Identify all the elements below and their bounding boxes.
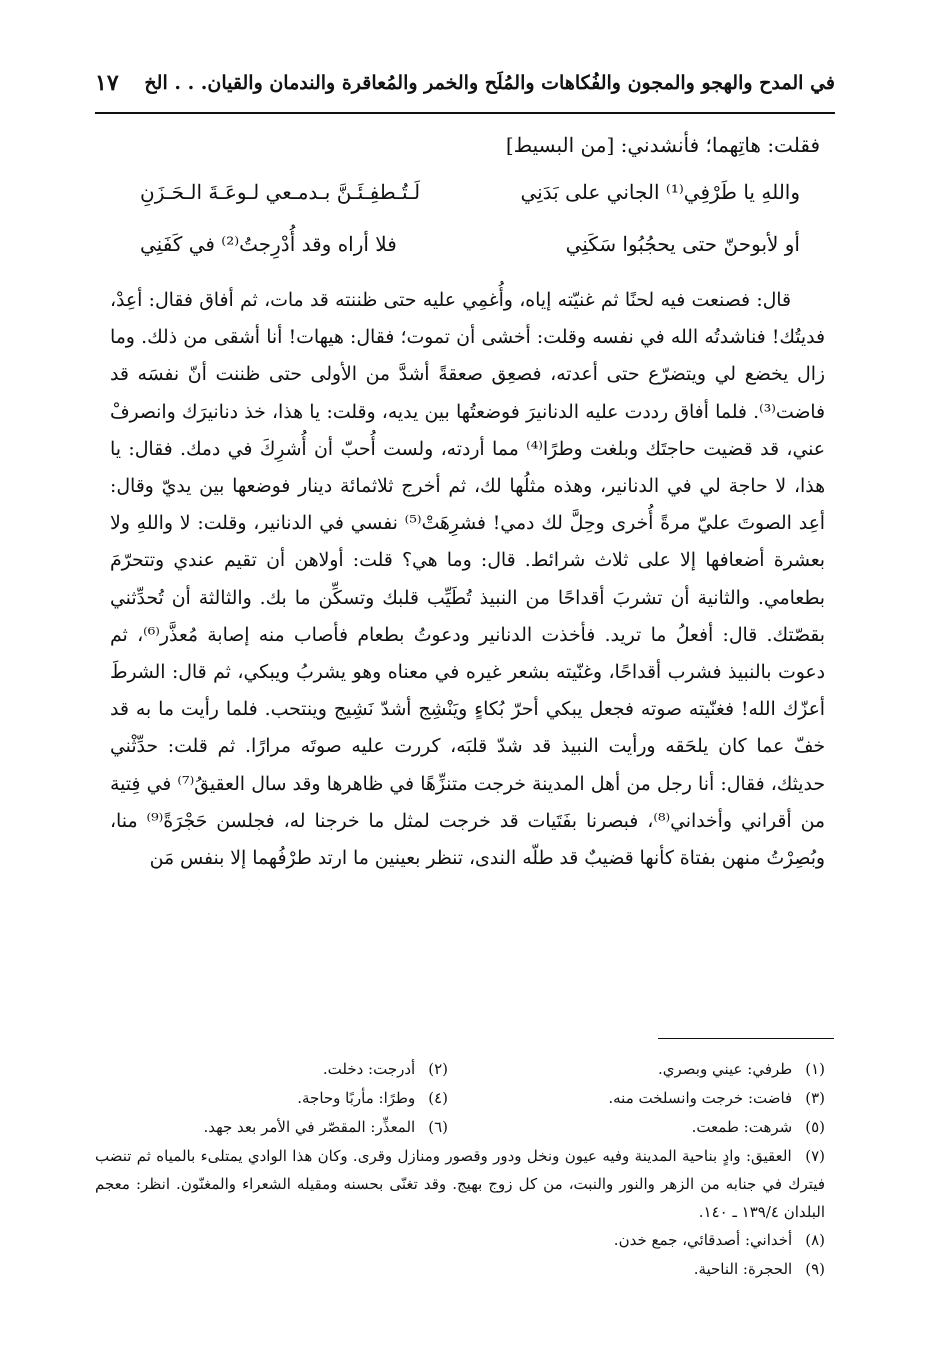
verse-2-second-hemistich: فلا أراه وقد أُدْرِجتُ⁽²⁾ في كَفَنِي (140, 232, 397, 256)
running-header (95, 66, 835, 106)
main-text (110, 282, 825, 877)
footnote-number: (٧) (805, 1147, 825, 1165)
footnote-text: وطرًا: مأربًا وحاجة. (297, 1089, 416, 1107)
main-paragraph: قال: فصنعت فيه لحنًا ثم غنيّته إياه، وأُغمِي عليه حتى ظننته قد مات، ثم أفاق فقال: أعِدْ، فديتُك! فناشدتُه الله في نفسه وقلت: أخشى أن تموت؛ فقال: هيهات! أنا أشقى من ذلك. وما زال يخضع لي ويتضرّع حتى أعدته، فصعِق صعقةً أشدَّ من الأولى حتى ظننت أنّ نفسَه قد فاضت⁽³⁾. فلما أفاق رددت عليه الدنانيرَ فوضعتُها بين يديه، وقلت: يا هذا، خذ دنانيرَك وانصرفْ عني، قد قضيت حاجتَك وبلغت وطرًا⁽⁴⁾ مما أردته، ولست أُحبّ أن أُشرِكَ في دمك. فقال: يا هذا، لا حاجة لي في الدنانير، وهذه مثلُها لك، ثم أخرج ثلاثمائة دينار فوضعها بين يديّ وقال: أعِد الصوتَ عليّ مرةً أُخرى وحِلَّ لك دمي! فشرِهَتْ⁽⁵⁾ نفسي في الدنانير، وقلت: لا واللهِ ولا بعشرة أضعافها إلا على ثلاث شرائط. قال: وما هي؟ قلت: أولاهن أن تقيم عندي وتتحرّمَ بطعامي. والثانية أن تشربَ أقداحًا من النبيذ تُطَيِّب قلبك وتسكِّن ما بك. والثالثة أن تُحدِّثني بقصّتك. قال: أفعلُ ما تريد. فأخذت الدنانير ودعوتُ بطعام فأصاب منه إصابة مُعذَّر⁽⁶⁾، ثم دعوت بالنبيذ فشرب أقداحًا، وغنّيته بشعر غيره في معناه وهو يشربُ ويبكي، ثم قال: الشرطَ أعزّك الله! فغنّيته صوته فجعل يبكي أحرّ بُكاءٍ ويَنْشِج أشدّ نَشِيج وينتحب. فلما رأيت ما به قد خفّ عما كان يلحَقه ورأيت النبيذ قد شدّ قلبَه، كررت عليه صوتَه مرارًا. ثم قلت: حدِّثْني حديثك، فقال: أنا رجل من أهل المدينة خرجت متنزِّهًا في ظاهرها وقد سال العقيقُ⁽⁷⁾ في فِتية من أقراني وأخداني⁽⁸⁾، فبصرنا بفَتَيات قد خرجت لمثل ما خرجنا له، فجلسن حَجْرَةً⁽⁹⁾ منا، وبُصِرْتُ منهن بفتاة كأنها قضيبٌ قد طلّه الندى، تنظر بعينين ما ارتد طرْفُهما إلا بنفس مَن (110, 290, 825, 870)
page-number: ١٧ (95, 70, 119, 96)
footnote-7 (95, 1142, 825, 1226)
footnote-text: أدرجت: دخلت. (322, 1060, 416, 1078)
running-title: في المدح والهجو والمجون والفُكاهات والمُلَح والخمر والمُعاقرة والندمان والقيان. . . الخ (144, 72, 835, 94)
footnotes-short-grid (95, 1055, 825, 1142)
footnote-text: العقيق: وادٍ بناحية المدينة وفيه عيون ونخل ودور وقصور ومنازل وقرى. وكان هذا الوادي يمتلىء بالمياه ثم تنضب فيترك في جنابه من الزهر والنور والنبت، من كل زوج بهيج. وقد تغنّى بحسنه ومقيله الشعراء والمغنّون. انظر: معجم البلدان ١٣٩/٤ ـ ١٤٠. (95, 1147, 825, 1221)
footnote-number: (٩) (805, 1260, 825, 1278)
footnote-text: المعذِّر: المقصّر في الأمر بعد جهد. (203, 1118, 416, 1136)
verse-1 (120, 174, 820, 226)
poem (120, 174, 820, 278)
footnote-text: شرهت: طمعت. (691, 1118, 793, 1136)
footnotes (95, 1055, 825, 1284)
verse-2 (120, 226, 820, 278)
footnote-text: طرفي: عيني وبصري. (658, 1060, 793, 1078)
footnote-6 (95, 1113, 448, 1142)
footnote-number: (٤) (428, 1089, 448, 1107)
footnote-text: فاضت: خرجت وانسلخت منه. (608, 1089, 793, 1107)
header-divider (95, 112, 835, 114)
footnote-2 (95, 1055, 448, 1084)
footnote-4 (95, 1084, 448, 1113)
footnote-number: (٢) (428, 1060, 448, 1078)
footnote-text: أخداني: أصدقائي، جمع خدن. (613, 1231, 793, 1249)
footnote-divider (658, 1038, 834, 1039)
footnote-number: (١) (805, 1060, 825, 1078)
footnote-text: الحجرة: الناحية. (693, 1260, 793, 1278)
footnote-number: (٥) (805, 1118, 825, 1136)
verse-2-first-hemistich: أو لأبوحنّ حتى يحجُبُوا سَكَنِي (565, 232, 800, 256)
verse-1-first-hemistich: واللهِ يا طَرْفِي⁽¹⁾ الجاني على بَدَنِي (520, 180, 800, 204)
footnote-number: (٣) (805, 1089, 825, 1107)
poem-intro: فقلت: هاتِهما؛ فأنشدني: [من البسيط] (505, 133, 820, 157)
footnote-8 (95, 1226, 825, 1255)
footnote-9 (95, 1255, 825, 1284)
footnote-3 (472, 1084, 825, 1113)
footnote-number: (٨) (805, 1231, 825, 1249)
footnote-5 (472, 1113, 825, 1142)
footnote-1 (472, 1055, 825, 1084)
footnote-number: (٦) (428, 1118, 448, 1136)
verse-1-second-hemistich: لَـتُـطفِـئَـنَّ بـدمـعي لـوعَـةَ الـحَـزَنِ (140, 180, 421, 204)
